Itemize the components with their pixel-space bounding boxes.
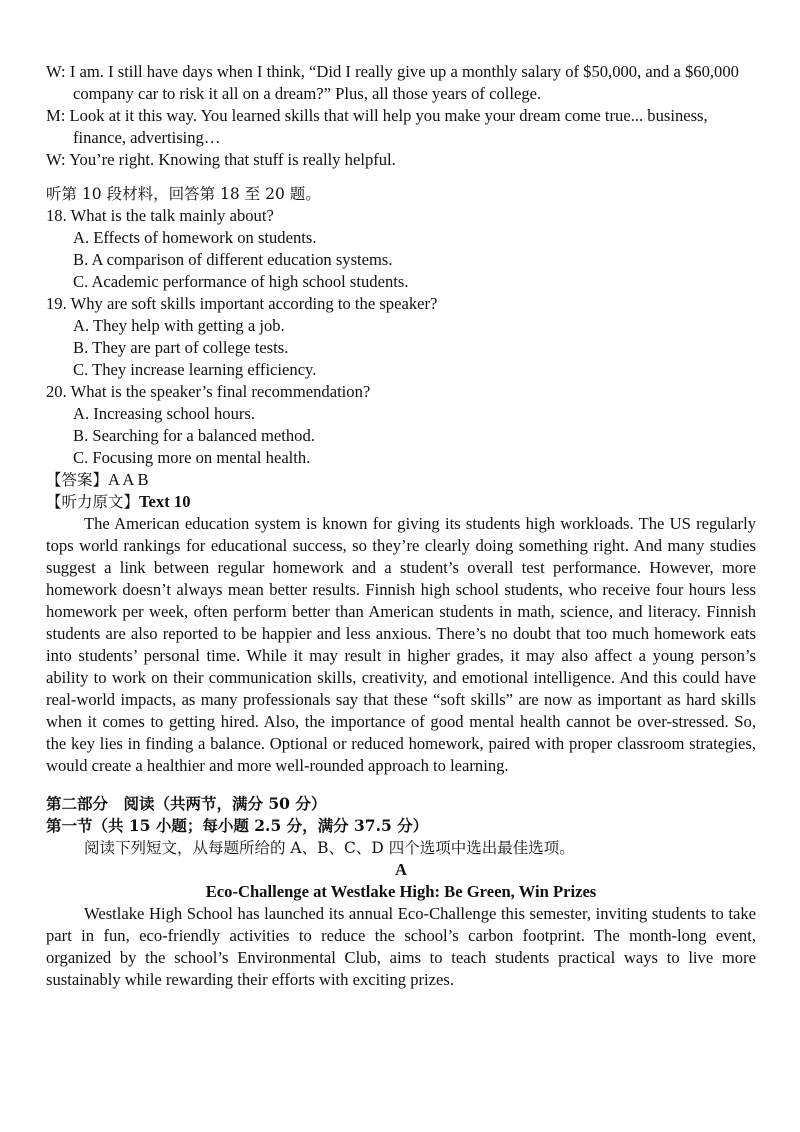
section-instruction: 听第 10 段材料，回答第 18 至 20 题。 — [46, 185, 321, 203]
option-b: B. Searching for a balanced method. — [73, 426, 315, 445]
dialogue-line: W: You’re right. Knowing that stuff is really helpful. — [46, 150, 396, 169]
option-a: A. They help with getting a job. — [73, 316, 285, 335]
answer-line: 【答案】A A B — [46, 470, 149, 489]
passage-letter: A — [395, 860, 407, 879]
option-b: B. A comparison of different education systems. — [73, 250, 393, 269]
passage-title: Eco-Challenge at Westlake High: Be Green, Win Prizes — [205, 882, 597, 901]
question-stem: 18. What is the talk mainly about? — [46, 206, 274, 225]
transcript-text: The American education system is known for giving its students high workloads. The US regularly tops world rankings for educational success, so they’re clearly doing something right. And many studies suggest a link between regular homework and a student’s overall test performance. However, more homework doesn’t always mean better results. Finnish high school students, who receive four hours less homework per week, often perform better than American students in math, science, and literacy. Finnish students are also reported to be happier and less anxious. There’s no doubt that too much homework eats into students’ personal time. While it may result in higher grades, it may also affect a young person’s ability to work on their communication skills, creativity, and emotional intelligence. And this could have real-world impacts, as many professionals say that these “soft skills” are now as important as hard skills when it comes to getting hired. Also, the importance of good mental health cannot be over-stressed. So, the key lies in finding a balance. Optional or reduced homework, paired with proper classroom strategies, would create a healthier and more well-rounded approach to learning. — [46, 514, 756, 775]
dialogue-line: M: Look at it this way. You learned skills that will help you make your dream come true... business, finance, advertising… — [46, 106, 708, 147]
part2-instruction: 阅读下列短文，从每题所给的 A、B、C、D 四个选项中选出最佳选项。 — [84, 839, 575, 857]
answer-value: A A B — [108, 470, 149, 489]
question-19 — [46, 293, 756, 381]
passage-paragraph: Westlake High School has launched its annual Eco-Challenge this semester, inviting students to take part in fun, eco-friendly activities to reduce the school’s carbon footprint. The month-long event, organized by the school’s Environmental Club, aims to teach students practical ways to live more sustainably while rewarding their efforts with exciting prizes. — [46, 904, 756, 989]
option-a: A. Effects of homework on students. — [73, 228, 317, 247]
dialogue-line: W: I am. I still have days when I think, “Did I really give up a monthly salary of $50,000, and a $60,000 company car to risk it all on a dream?” Plus, all those years of college. — [46, 62, 739, 103]
question-18 — [46, 205, 756, 293]
part2-section1: 第一节（共 15 小题；每小题 2.5 分，满分 37.5 分） — [46, 816, 429, 835]
option-c: C. Academic performance of high school students. — [73, 272, 409, 291]
option-b: B. They are part of college tests. — [73, 338, 289, 357]
transcript-heading: 【听力原文】Text 10 — [46, 492, 191, 511]
option-c: C. They increase learning efficiency. — [73, 360, 317, 379]
option-a: A. Increasing school hours. — [73, 404, 256, 423]
question-stem: 19. Why are soft skills important according to the speaker? — [46, 294, 438, 313]
transcript-title: Text 10 — [139, 492, 191, 511]
question-stem: 20. What is the speaker’s final recommendation? — [46, 382, 371, 401]
option-c: C. Focusing more on mental health. — [73, 448, 311, 467]
dialogue-block — [46, 61, 756, 171]
question-20 — [46, 381, 756, 469]
part2-heading: 第二部分 阅读（共两节，满分 50 分） — [46, 794, 327, 813]
